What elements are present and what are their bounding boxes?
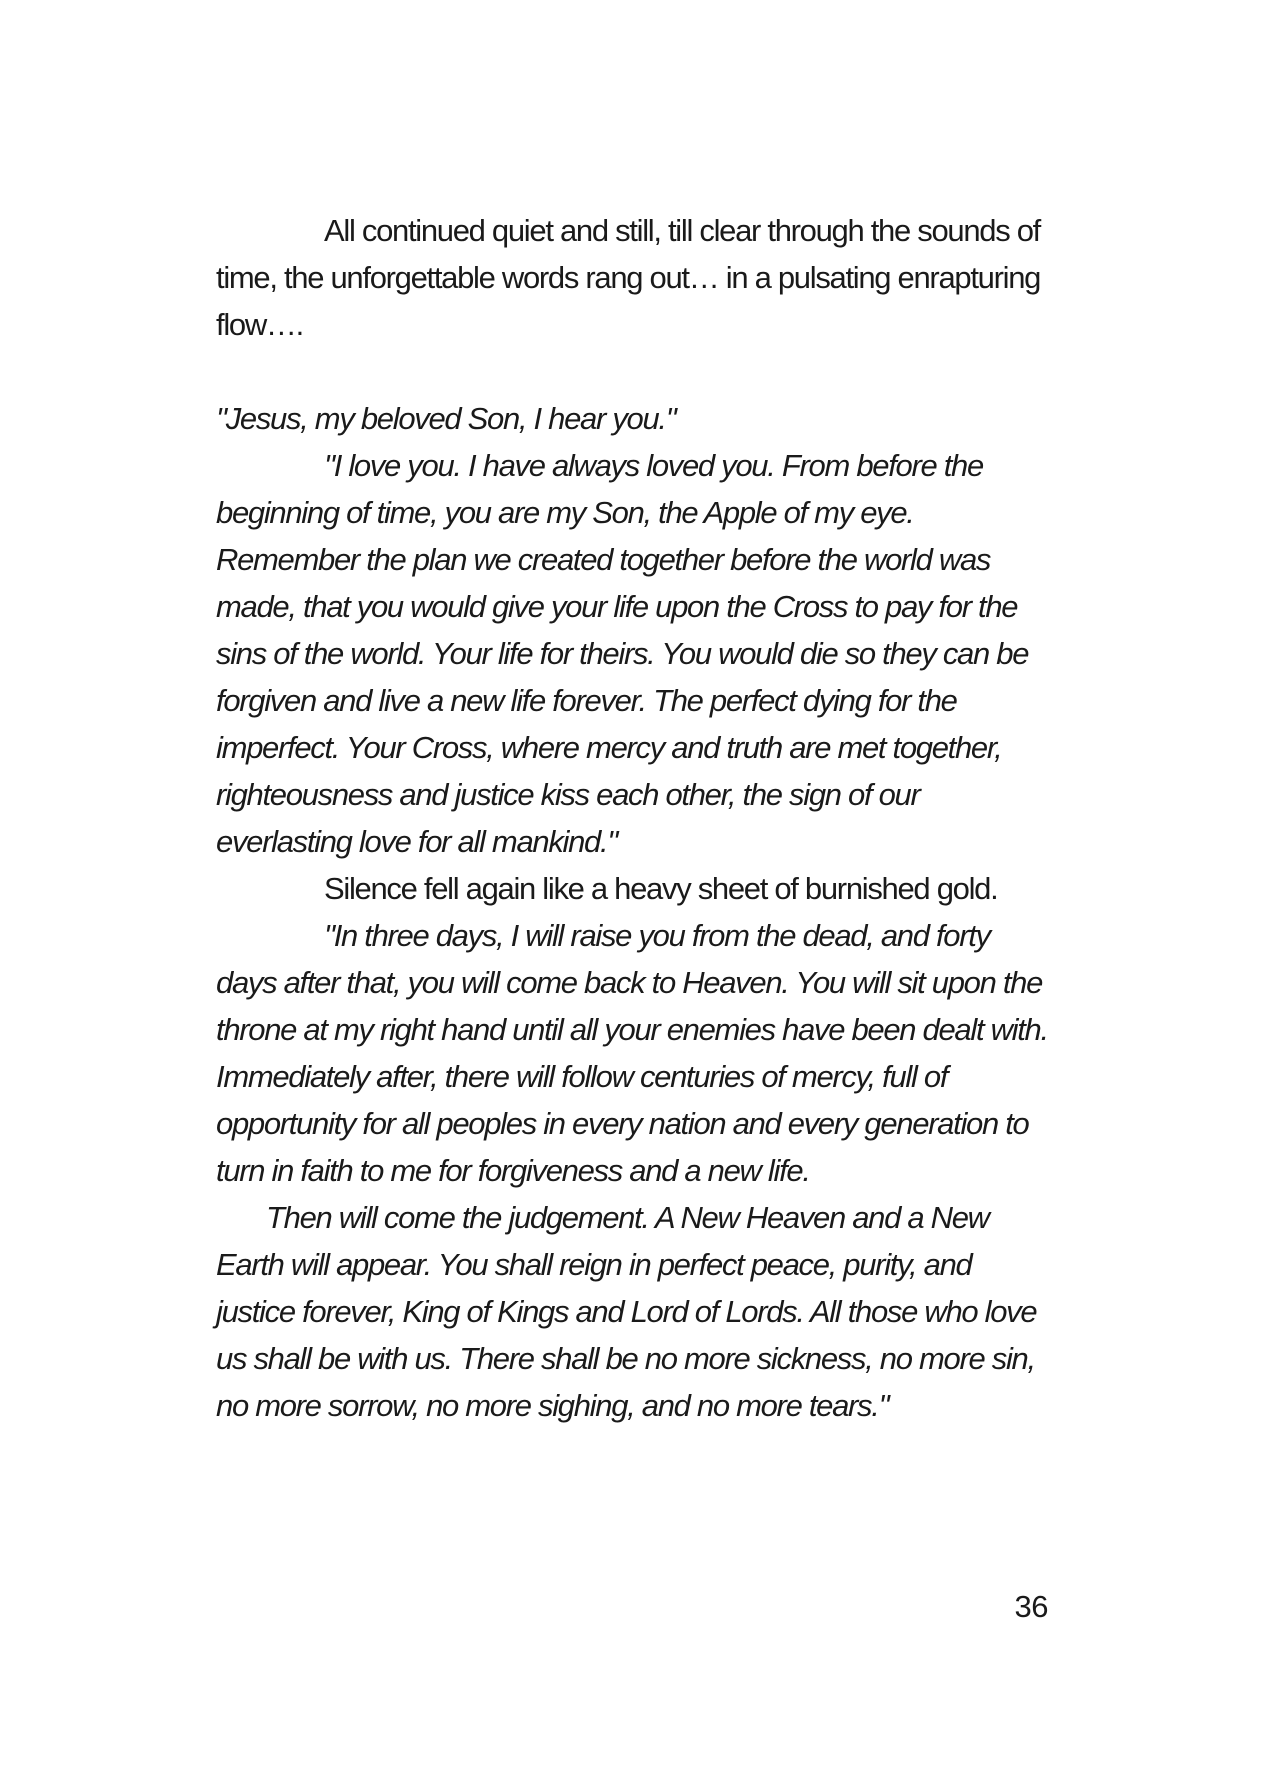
page-number: 36 [1014, 1589, 1048, 1624]
paragraph-0: All continued quiet and still, till clear through the sounds of time, the unforgettable words rang out… in a pulsating enrapturing flow…. [216, 213, 1041, 342]
paragraph-1: "Jesus, my beloved Son, I hear you." [216, 401, 676, 436]
body-text [216, 207, 1048, 1429]
paragraph-4: "In three days, I will raise you from the dead, and forty days after that, you will come back to Heaven. You will sit upon the throne at my right hand until all your enemies have been dealt with. Immediately after, there will follow centuries of mercy, full of opportunity for all peoples in every nation and every generation to turn in faith to me for forgiveness and a new life. [216, 918, 1048, 1188]
paragraph-5: Then will come the judgement. A New Heaven and a New Earth will appear. You shall reign in perfect peace, purity, and justice forever, King of Kings and Lord of Lords. All those who love us shall be with us. There shall be no more sickness, no more sin, no more sorrow, no more sighing, and no more tears." [216, 1200, 1037, 1423]
paragraph-2: "I love you. I have always loved you. From before the beginning of time, you are my Son, the Apple of my eye. Remember the plan we created together before the world was made, that you would give your life upon the Cross to pay for the sins of the world. Your life for theirs. You would die so they can be forgiven and live a new life forever. The perfect dying for the imperfect. Your Cross, where mercy and truth are met together, righteousness and justice kiss each other, the sign of our everlasting love for all mankind." [216, 448, 1029, 859]
paragraph-3: Silence fell again like a heavy sheet of burnished gold. [324, 871, 998, 906]
